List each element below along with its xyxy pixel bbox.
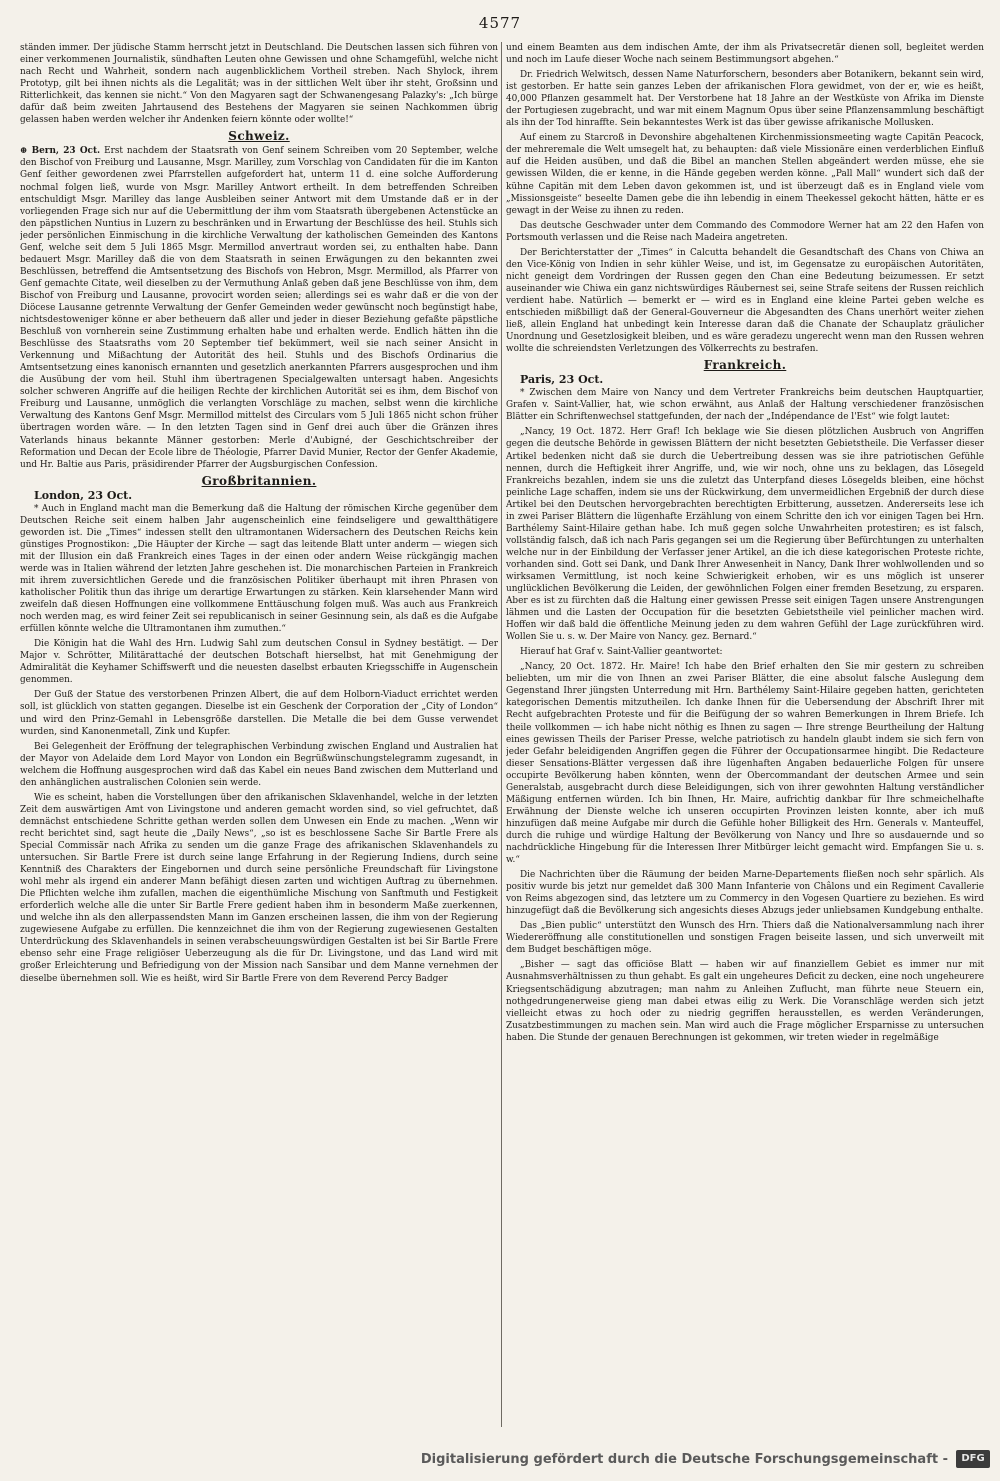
- article-paragraph: Die Königin hat die Wahl des Hrn. Ludwig Sahl zum deutschen Consul in Sydney bestätigt. — Der Major v. Schrötter, Militärattaché der deutschen Botschaft hierselbst, hat mit Genehmigung der Admiralität die Keyhamer Schiffswerft und die neuesten daselbst erbauten Kriegsschiffe in Augenschein genommen.: [20, 639, 498, 686]
- article-paragraph: Bei Gelegenheit der Eröffnung der telegraphischen Verbindung zwischen England und Australien hat der Mayor von Adelaide dem Lord Mayor von London ein Begrüßwünschungstelegramm zugesandt, in welchem die Hoffnung ausgesprochen wird daß das Kabel ein neues Band zwischen dem Mutterland und den anhänglichen australischen Colonien sein werde.: [20, 741, 498, 788]
- dateline-london: London, 23 Oct.: [34, 488, 133, 502]
- article-paragraph: Erst nachdem der Staatsrath von Genf seinem Schreiben vom 20 September, welche den Bischof von Freiburg und Lausanne, Msgr. Marilley, zum Vorschlag von Candidaten für die im Kanton Genf ſeither gewordenen zwei Pfarrstellen aufgefordert hat, unterm 11 d. eine solche Aufforderung nochmal folgen ließ, wurde von Msgr. Marilley Antwort ertheilt. In dem betreffenden Schreiben entschuldigt Msgr. Marilley das lange Ausbleiben seiner Antwort mit dem Umstande daß er in der vorliegenden Frage sich nur auf die Uebermittlung der ihm vom Staatsrath übergebenen Actenstücke an den päpstlichen Nuntius in Luzern zu beschränken und in Erwartung der Beschlüsse des heil. Stuhls sich jeder persönlichen Einmischung in die kirchliche Verwaltung der katholischen Gemeinden des Kantons Genf, welche seit dem 5 Juli 1865 Msgr. Mermillod anvertraut worden sei, zu enthalten habe. Dann bedauert Msgr. Marilley daß die von dem Staatsrath in seinen Erwägungen zu den bekannten zwei Beschlüssen, betreffend die Amtsentsetzung des Bischofs von Hebron, Msgr. Mermillod, als Pfarrer von Genf gemachte Citate, weil dieselben zu der Vermuthung Anlaß geben daß jene Beschlüsse von ihm, dem Bischof von Freiburg und Lausanne, provocirt worden seien; allerdings sei es wahr daß er die von der Diöcese Lausanne getrennte Verwaltung der Genfer Gemeinden weder gewünscht noch begünstigt habe, nichtsdestoweniger könne er aber betheuern daß aller und jeder in dieser Beziehung gefaßte päpstliche Beschluß von vornherein seine Zustimmung erhalten habe und erhalten werde. Endlich hätten ihn die Beschlüsse des Staatsraths vom 20 September tief bekümmert, weil sie nach seiner Ansicht in Verkennung und Mißachtung der Autorität des heil. Stuhls und des Bischofs Ordinarius die Amtsentsetzung eines kanonisch ernannten und gesetzlich anerkannten Pfarrers ausgesprochen und ihm die Ausübung der vom heil. Stuhl ihm übertragenen Specialgewalten untersagt haben. Angesichts solcher schweren Angriffe auf die heiligen Rechte der kirchlichen Autorität sei es ihm, dem Bischof von Freiburg und Lausanne, unmöglich die verlangten Vorschläge zu machen, selbst wenn die kirchliche Verwaltung des Kantons Genf Msgr. Mermillod mittelst des Circulars vom 5 Juli 1865 nicht schon früher übertragen worden wäre. — In den letzten Tagen sind in Genf drei auch über die Gränzen ihres Vaterlands hinaus bekannte Männer gestorben: Merle d'Aubigné, der Geschichtschreiber der Reformation und Decan der Ecole libre de Théologie, Pfarrer David Munier, Rector der Genfer Akademie, und Hr. Baltie aus Paris, präsidirender Pfarrer der Augsburgischen Confession.: [20, 146, 498, 470]
- article-paragraph: und einem Beamten aus dem indischen Amte, der ihm als Privatsecretär dienen soll, begleitet werden und noch im Laufe dieser Woche nach seinem Bestimmungsort abgehen.“: [506, 43, 984, 66]
- footer: [0, 1448, 1000, 1472]
- article-paragraph: Hierauf hat Graf v. Saint-Vallier geantwortet:: [520, 647, 723, 658]
- footer-funding-text: Digitalisierung gefördert durch die Deutsche Forschungsgemeinschaft -: [420, 1452, 948, 1467]
- section-heading-grossbritannien: Großbritannien.: [201, 473, 317, 488]
- section-heading-schweiz: Schweiz.: [228, 129, 290, 144]
- article-paragraph: „Bisher — sagt das officiöse Blatt — haben wir auf finanziellem Gebiet es immer nur mit Ausnahmsverhältnissen zu thun gehabt. Es galt ein ungeheures Deficit zu decken, eine noch ungeheurere Kriegsentschädigung abzutragen; man nahm zu Anleihen Zuflucht, man führte neue Steuern ein, nothgedrungenerweise gieng man dabei etwas eilig zu Werk. Die Voranschläge werden sich jetzt vielleicht etwas zu hoch oder zu niedrig gegriffen herausstellen, es werden Veränderungen, Zusatzbestimmungen zu machen sein. Man wird auch die Frage möglicher Ersparnisse zu untersuchen haben. Die Stunde der genauen Berechnungen ist gekommen, wir treten wieder in regelmäßige: [506, 960, 984, 1043]
- article-paragraph: Dr. Friedrich Welwitsch, dessen Name Naturforschern, besonders aber Botanikern, bekannt sein wird, ist gestorben. Er hatte sein ganzes Leben der afrikanischen Flora gewidmet, von der er, wie es heißt, 40,000 Pflanzen gesammelt hat. Der Verstorbene hat 18 Jahre an der Westküste von Afrika im Dienste der Portugiesen zugebracht, und war mit einem Magnum Opus über seine Pflanzensammlung beschäftigt als ihn der Tod hinraffte. Sein bekanntestes Werk ist das über gewisse afrikanische Mollusken.: [506, 70, 984, 129]
- article-paragraph: * Zwischen dem Maire von Nancy und dem Vertreter Frankreichs beim deutschen Hauptquartier, Grafen v. Saint-Vallier, hat, wie schon erwähnt, aus Anlaß der Haltung verschiedener französischen Blätter ein Schriftenwechsel stattgefunden, der nach der „Indépendance de l'Est“ wie folgt lautet:: [506, 388, 984, 423]
- article-paragraph: Der Guß der Statue des verstorbenen Prinzen Albert, die auf dem Holborn-Viaduct errichtet werden soll, ist glücklich von statten gegangen. Dieselbe ist ein Geschenk der Corporation der „City of London“ und wird den Prinz-Gemahl in Lebensgröße darstellen. Die Metalle die bei dem Gusse verwendet wurden, sind Kanonenmetall, Zink und Kupfer.: [20, 690, 498, 737]
- article-paragraph: „Nancy, 19 Oct. 1872. Herr Graf! Ich beklage wie Sie diesen plötzlichen Ausbruch von Angriffen gegen die deutsche Behörde in gewissen Blättern der nicht besetzten Gebietstheile. Die Verfasser dieser Artikel bedenken nicht daß sie durch die Uebertreibung dessen was sie ihre patriotischen Gefühle nennen, durch die Heftigkeit ihrer Angriffe, und, wie wir noch, ohne uns zu beklagen, das Lösegeld Frankreichs bezahlen, indem sie uns die zuletzt das Unterpfand dieses Lösegelds bleiben, eine höchst peinliche Lage schaffen, indem sie uns der Rückwirkung, dem unvermeidlichen Ergebniß der durch diese Artikel bei den Deutschen hervorgebrachten berechtigten Erbitterung, aussetzen. Andererseits lese ich in zwei Pariser Blättern die lügenhafte Erzählung von einem Schritte den ich vor einigen Tagen bei Hrn. Barthélemy Saint-Hilaire gethan habe. Ich muß gegen solche Unwahrheiten protestiren; es ist falsch, vollständig falsch, daß ich nach Paris gegangen sei um die Regierung über Befürchtungen zu unterhalten welche nur in der Einbildung der Verfasser jener Artikel, an die ich diese kategorischen Proteste richte, vorhanden sind. Gott sei Dank, und Dank Ihrer Anwesenheit in Nancy, Dank Ihrer wohlwollenden und so wirksamen Vermittlung, ist noch keine Schwierigkeit erhoben, wir es uns möglich ist unserer unglücklichen Bevölkerung die Leiden, der gewöhnlichen Folgen einer fremden Besetzung, zu ersparen. Aber es ist zu fürchten daß die Haltung einer gewissen Presse seit einigen Tagen unsere Anstrengungen lähmen und die Lasten der Occupation für die besetzten Gebietstheile viel peinlicher machen wird. Hoffen wir daß bald die öffentliche Meinung jeden zu dem wahren Gefühl der Lage zurückführen wird. Wollen Sie u. s. w. Der Maire von Nancy. gez. Bernard.“: [506, 427, 984, 643]
- dateline-bern: ⊕ Bern, 23 Oct.: [20, 146, 101, 157]
- article-paragraph: * Auch in England macht man die Bemerkung daß die Haltung der römischen Kirche gegenüber dem Deutschen Reiche seit einem halben Jahr augenscheinlich eine feindseligere und gewaltthätigere geworden ist. Die „Times“ indessen stellt den ultramontanen Widersachern des Deutschen Reichs kein günstiges Prognostikon: „Die Häupter der Kirche — sagt das leitende Blatt unter anderm — wiegen sich mit der Illusion ein daß Frankreich eines Tages in der einen oder andern Weise rückgängig machen werde was in Italien während der letzten Jahre geschehen ist. Die monarchischen Parteien in Frankreich mit ihrem zuversichtlichen Gerede und die französischen Politiker überhaupt mit ihren Phrasen von katholischer Politik thun das ihrige um derartige Erwartungen zu stärken. Kein klarsehender Mann wird zweifeln daß diesen Hoffnungen eine vollkommene Enttäuschung folgen muß. Was auch aus Frankreich noch werden mag, es wird feiner Zeit sei republicanisch in seiner Gesinnung sein, als daß es die Aufgabe erfüllen könnte welche die Ultramontanen ihm zumuthen.“: [20, 503, 498, 635]
- right-column: [506, 42, 984, 1427]
- left-column: [20, 42, 498, 1427]
- article-paragraph: Das „Bien public“ unterstützt den Wunsch des Hrn. Thiers daß die Nationalversammlung nach ihrer Wiedereröffnung alle constitutionellen und sonstigen Fragen beiseite lassen, und sich unverweilt mit dem Budget beschäftigen möge.: [506, 921, 984, 956]
- article-paragraph: Das deutsche Geschwader unter dem Commando des Commodore Werner hat am 22 den Hafen von Portsmouth verlassen und die Reise nach Madeira angetreten.: [506, 220, 984, 243]
- article-paragraph: ständen immer. Der jüdische Stamm herrscht jetzt in Deutschland. Die Deutschen lassen sich führen von einer verkommenen Journalistik, sündhaften Leuten ohne Gewissen und ohne Schamgefühl, welche nicht nach Recht und Wahrheit, sondern nach augenblicklichem Vortheil streben. Nach Shylock, ihrem Prototyp, gilt bei ihnen nichts als die Legalität; was in der sittlichen Welt über ihr steht, Großsinn und Ritterlichkeit, das kennen sie nicht.“ Von den Magyaren sagt der Schwanengesang Palazky's: „Ich bürge dafür daß beim zweiten Jahrtausend des Bestehens der Magyaren sie seinen Nachkommen übrig gelassen haben werden welcher ihr Andenken feiern könnte oder wollte!“: [20, 43, 498, 126]
- dateline-paris: Paris, 23 Oct.: [520, 373, 604, 387]
- article-paragraph: Auf einem zu Starcroß in Devonshire abgehaltenen Kirchenmissionsmeeting wagte Capitän Peacock, der mehreremale die Welt umsegelt hat, zu behaupten: daß viele Missionäre einen verderblichen Einfluß auf die Heiden ausüben, und daß die Bibel an manchen Stellen abgeändert werden müsse, ehe sie gewissen Wilden, die er kenne, in die Hände gegeben werden könne. „Pall Mall“ wundert sich daß der kühne Capitän mit dem Leben davon gekommen ist, und ist überzeugt daß es in England viele vom „Missionsgeiste“ beseelte Damen gebe die ihn lebendig in einem Theekessel gekocht hätten, hätte er es gewagt in der Weise zu ihnen zu reden.: [506, 133, 984, 216]
- dfg-logo: DFG: [956, 1450, 990, 1468]
- column-divider: [501, 42, 502, 1427]
- article-paragraph: Die Nachrichten über die Räumung der beiden Marne-Departements fließen noch sehr spärlich. Als positiv wurde bis jetzt nur gemeldet daß 300 Mann Infanterie von Châlons und ein Regiment Cavallerie von Reims abgezogen sind, das letztere um zu Commercy in den Vogesen Quartiere zu beziehen. Es wird hinzugefügt daß die Bevölkerung sich angesichts dieses Abzugs jeder unliebsamen Kundgebung enthalte.: [506, 870, 984, 917]
- article-paragraph: Wie es scheint, haben die Vorstellungen über den afrikanischen Sklavenhandel, welche in der letzten Zeit dem auswärtigen Amt von Livingstone und anderen gemacht worden sind, so viel gefruchtet, daß demnächst entschiedene Schritte gethan werden sollen dem Unwesen ein Ende zu machen. „Wenn wir recht berichtet sind, sagt heute die „Daily News“, „so ist es beschlossene Sache Sir Bartle Frere als Special Commissär nach Afrika zu senden um die ganze Frage des afrikanischen Sklavenhandels zu untersuchen. Sir Bartle Frere ist durch seine lange Erfahrung in der Regierung Indiens, durch seine Kenntniß des Charakters der Eingebornen und durch seine persönliche Freundschaft für Livingstone wohl mehr als irgend ein anderer Mann befähigt diesen zarten und wichtigen Auftrag zu übernehmen. Die Pflichten welche ihm zufallen, machen die eigenthümliche Mischung von Sanftmuth und Festigkeit erforderlich welche alle die unter Sir Bartle Frere gedient haben ihm in besonderm Maße zuerkennen, und welche ihn als den allerpassendsten Mann im Ganzen erscheinen lassen, die ihm von der Regierung zugewiesene Aufgabe zu erfüllen. Die kennzeichnet die ihm von der Regierung zugewiesenen Gestalten Unterdrückung des Sklavenhandels in seinen verabscheuungswürdigen Gestalten ist bei Sir Bartle Frere ebenso sehr eine Frage religiöser Ueberzeugung als die für Dr. Livingstone, und das Land wird mit großer Erleichterung und Befriedigung von der Mission nach Sansibar und dem Manne vernehmen der dieselbe übernehmen soll. Wie es heißt, wird Sir Bartle Frere von dem Reverend Percy Badger: [20, 792, 498, 984]
- article-paragraph: Der Berichterstatter der „Times“ in Calcutta behandelt die Gesandtschaft des Chans von Chiwa an den Vice-König von Indien in sehr kühler Weise, und ist, im Gegensatze zu europäischen Autoritäten, nicht geneigt dem Vordringen der Russen gegen den Chan eine Bedeutung beizumessen. Er setzt auseinander wie Chiwa ein ganz nichtswürdiges Räubernest sei, seine Strafe seitens der Russen reichlich verdient habe. Natürlich — bemerkt er — wird es in England eine kleine Partei geben welche es entschieden mißbilligt daß der General-Gouverneur die Abgesandten des Chans unerhört weiter ziehen ließ, allein England hat unbedingt kein Interesse daran daß die Chanate der Schauplatz gräulicher Unordnung und Gesetzlosigkeit bleiben, und es wäre geradezu ungerecht wenn man den Russen wehren wollte die schreiendsten Verletzungen des Völkerrechts zu bestrafen.: [506, 247, 984, 355]
- section-heading-frankreich: Frankreich.: [703, 358, 787, 373]
- page-number: 4577: [478, 14, 522, 32]
- article-paragraph: „Nancy, 20 Oct. 1872. Hr. Maire! Ich habe den Brief erhalten den Sie mir gestern zu schreiben beliebten, um mir die von Ihnen an zwei Pariser Blätter, die eine absolut falsche Auslegung dem Gegenstand Ihrer jüngsten Unterredung mit Hrn. Barthélemy Saint-Hilaire gegeben hatten, gerichteten kategorischen Dementis mitzutheilen. Ich danke Ihnen für die Uebersendung der Abschrift Ihrer mit Recht aufgebrachten Proteste und für die Beifügung der so wahren Bemerkungen in Ihrem Briefe. Ich theile vollkommen — ich habe nicht nöthig es Ihnen zu sagen — Ihre strenge Beurtheilung der Haltung eines gewissen Theils der Pariser Presse, welche patriotisch zu handeln glaubt indem sie sich fern von jeder Gefahr beleidigenden Angriffen gegen die Führer der Occupationsarmee hingibt. Die Redacteure dieser Sensations-Blätter vergessen daß ihre lügenhaften Angaben bedauerliche Folgen für unsere occupirte Bevölkerung haben könnten, wenn der Obercommandant der deutschen Armee und sein Generalstab, ausgebracht durch diese Beleidigungen, sich von ihrer gewohnten Haltung verständlicher Mäßigung entfernen würden. Ich bin Ihnen, Hr. Maire, aufrichtig dankbar für Ihre schmeichelhafte Erwähnung der Dienste welche ich unseren occupirten Provinzen leisten konnte, aber ich muß hinzufügen daß meine Aufgabe mir durch die Gefühle hoher Billigkeit des Hrn. Generals v. Manteuffel, durch die ruhige und würdige Haltung der Bevölkerung von Nancy und Ihre so ausdauernde und so nachdrückliche Hingebung für die Interessen Ihrer Mitbürger leicht gemacht wird. Empfangen Sie u. s. w.“: [506, 662, 984, 866]
